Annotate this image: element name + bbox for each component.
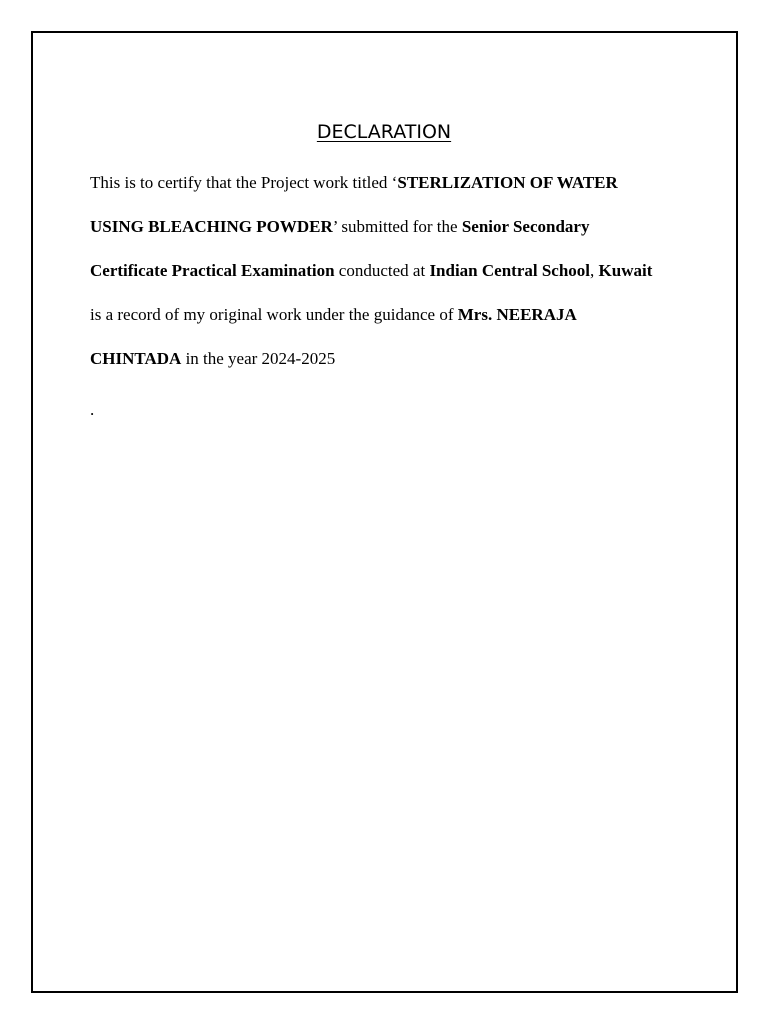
- exam-name-part: Certificate Practical Examination: [90, 261, 335, 280]
- text-run: conducted at: [334, 261, 430, 280]
- project-title-part: STERLIZATION OF WATER: [397, 173, 618, 192]
- text-run: is a record of my original work under the guidance of: [90, 305, 458, 324]
- text-run: in the year 2024-2025: [181, 349, 336, 368]
- body-line: [90, 205, 690, 249]
- exam-name-part: Senior Secondary: [461, 217, 590, 236]
- body-line: [90, 337, 690, 381]
- school-name: Indian Central School: [429, 261, 591, 280]
- text-run: This is to certify that the Project work titled ‘: [90, 173, 398, 192]
- declaration-title: DECLARATION: [316, 121, 452, 143]
- trailing-period: .: [90, 400, 95, 419]
- guide-name-part: CHINTADA: [90, 349, 182, 368]
- guide-name-part: Mrs. NEERAJA: [457, 305, 577, 324]
- text-run: ,: [590, 261, 599, 280]
- declaration-heading: [0, 121, 768, 143]
- body-line: [90, 249, 690, 293]
- project-title-part: USING BLEACHING POWDER: [90, 217, 333, 236]
- declaration-body: [90, 161, 690, 381]
- school-location: Kuwait: [598, 261, 653, 280]
- body-line: [90, 161, 690, 205]
- text-run: ’ submitted for the: [332, 217, 462, 236]
- body-line: [90, 293, 690, 337]
